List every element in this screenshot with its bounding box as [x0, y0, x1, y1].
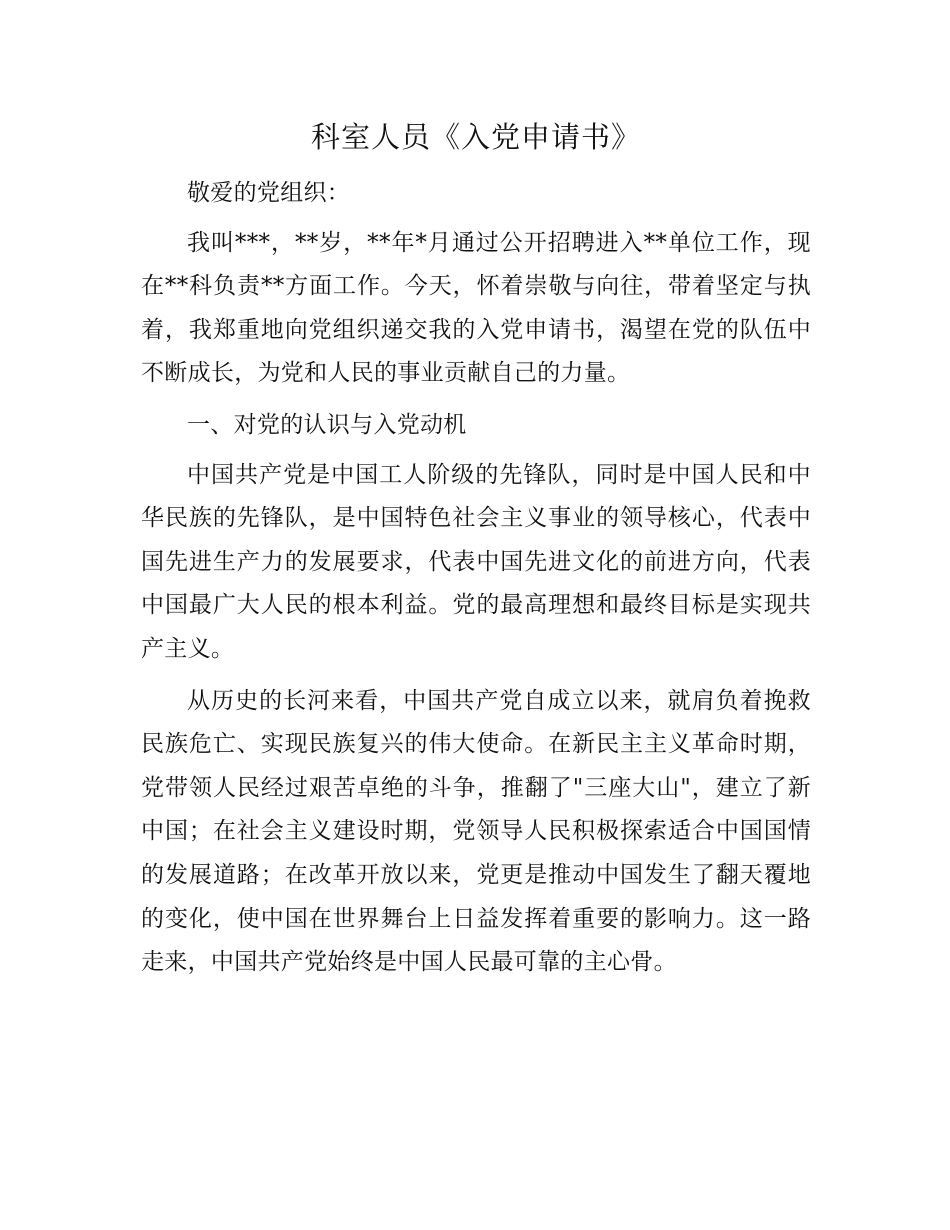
- paragraph-party-understanding: 中国共产党是中国工人阶级的先锋队，同时是中国人民和中华民族的先锋队，是中国特色社会主义事业的领导核心，代表中国先进生产力的发展要求，代表中国先进文化的前进方向，代表中国最广大人民的根本利益。党的最高理想和最终目标是实现共产主义。: [141, 461, 811, 662]
- document-title: 科室人员《入党申请书》: [310, 120, 641, 154]
- salutation: 敬爱的党组织：: [187, 180, 351, 206]
- paragraph-history: 从历史的长河来看，中国共产党自成立以来，就肩负着挽救民族危亡、实现民族复兴的伟大使命。在新民主主义革命时期，党带领人民经过艰苦卓绝的斗争，推翻了"三座大山"，建立了新中国；在社会主义建设时期，党领导人民积极探索适合中国国情的发展道路；在改革开放以来，党更是推动中国发生了翻天覆地的变化，使中国在世界舞台上日益发挥着重要的影响力。这一路走来，中国共产党始终是中国人民最可靠的主心骨。: [141, 687, 811, 976]
- section-heading: 一、对党的认识与入党动机: [187, 411, 467, 438]
- document-body: [141, 112, 811, 993]
- paragraph-intro: 我叫***，**岁，**年*月通过公开招聘进入**单位工作，现在**科负责**方面工作。今天，怀着崇敬与向往，带着坚定与执着，我郑重地向党组织递交我的入党申请书，渴望在党的队伍中不断成长，为党和人民的事业贡献自己的力量。: [141, 229, 811, 387]
